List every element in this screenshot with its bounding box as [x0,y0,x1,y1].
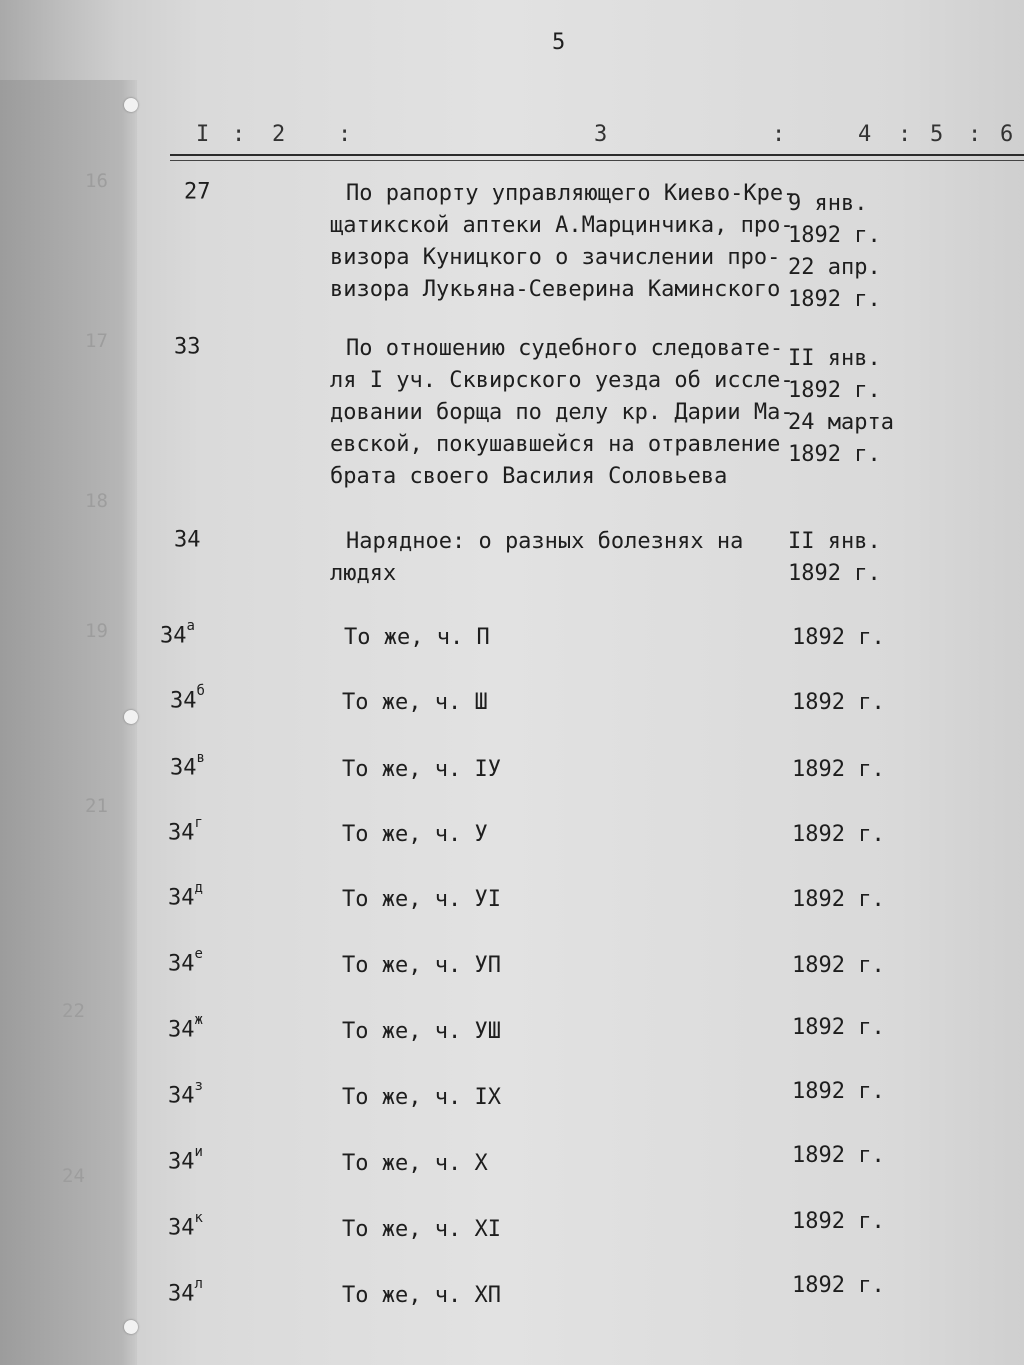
entry-number: $34^в$ [170,750,205,781]
entry-number: $34^к$ [168,1210,203,1241]
entry-dates: II янв. 1892 г. 24 марта 1892 г. [788,346,894,467]
entry-description: То же, ч. X [342,1151,488,1176]
entry-number: 33 [174,334,201,360]
header-col5: 5 [930,122,944,147]
margin-number: 24 [62,1165,85,1187]
margin-number: 17 [85,330,108,352]
header-sep: : [338,122,352,147]
header-sep: : [232,122,246,147]
header-sep: : [968,122,982,147]
entry-description: То же, ч. УП [342,953,501,978]
header-sep: : [898,122,912,147]
entry-number: $34^б$ [170,683,205,714]
entry-description: То же, ч. У [342,822,488,847]
binding-hole [124,710,138,724]
entry-number: $34^ж$ [168,1012,203,1043]
page-number: 5 [552,30,566,55]
entry-description: По рапорту управляющего Киево-Кре- щатикской аптеки А.Марцинчика, про- визора Куницкого о зачислении про- визора Лукьяна-Северина Каминского [330,181,797,302]
margin-number: 21 [85,795,108,817]
binding-hole [124,1320,138,1334]
entry-dates: 1892 г. [792,822,885,847]
header-col1: I [196,122,210,147]
margin-number: 19 [85,620,108,642]
entry-description: Нарядное: о разных болезнях на людях [330,529,744,586]
entry-number: 34 [174,527,201,553]
binding-hole [124,98,138,112]
entry-dates: II янв. 1892 г. [788,529,881,586]
header-col3: 3 [594,122,608,147]
entry-dates: 1892 г. [792,757,885,782]
entry-description: То же, ч. УI [342,887,501,912]
margin-number: 16 [85,170,108,192]
header-sep: : [772,122,786,147]
header-rule [170,160,1024,161]
entry-number: $34^з$ [168,1078,203,1109]
entry-description: То же, ч. IУ [342,757,501,782]
header-col6: 6 [1000,122,1014,147]
margin-number: 22 [62,1000,85,1022]
entry-description: То же, ч. XI [342,1217,501,1242]
entry-number: 27 [184,179,211,205]
entry-dates: 1892 г. [792,1273,885,1298]
entry-dates: 1892 г. [792,1015,885,1040]
entry-description: То же, ч. IX [342,1085,501,1110]
margin-number: 18 [85,490,108,512]
entry-dates: 1892 г. [792,1079,885,1104]
entry-dates: 1892 г. [792,690,885,715]
header-rule [170,154,1024,156]
entry-dates: 1892 г. [792,1209,885,1234]
entry-description: То же, ч. XП [342,1283,501,1308]
entry-dates: 1892 г. [792,887,885,912]
entry-description: То же, ч. УШ [342,1019,501,1044]
entry-number: $34^д$ [168,880,203,911]
entry-description: То же, ч. Ш [342,690,488,715]
entry-number: $34^а$ [160,618,195,649]
entry-description: То же, ч. П [344,625,490,650]
entry-number: $34^е$ [168,946,203,977]
entry-dates: 1892 г. [792,953,885,978]
entry-dates: 1892 г. [792,1143,885,1168]
entry-dates: 9 янв. 1892 г. 22 апр. 1892 г. [788,191,881,312]
entry-dates: 1892 г. [792,625,885,650]
header-col4: 4 [858,122,872,147]
header-col2: 2 [272,122,286,147]
entry-number: $34^г$ [168,815,203,846]
entry-number: $34^л$ [168,1276,203,1307]
entry-description: По отношению судебного следовате- ля I уч. Сквирского уезда об иссле- довании борща по делу кр. Дарии Ма- евской, покушавшейся на отравление брата своего Василия Соловьева [330,336,794,489]
entry-number: $34^и$ [168,1144,203,1175]
